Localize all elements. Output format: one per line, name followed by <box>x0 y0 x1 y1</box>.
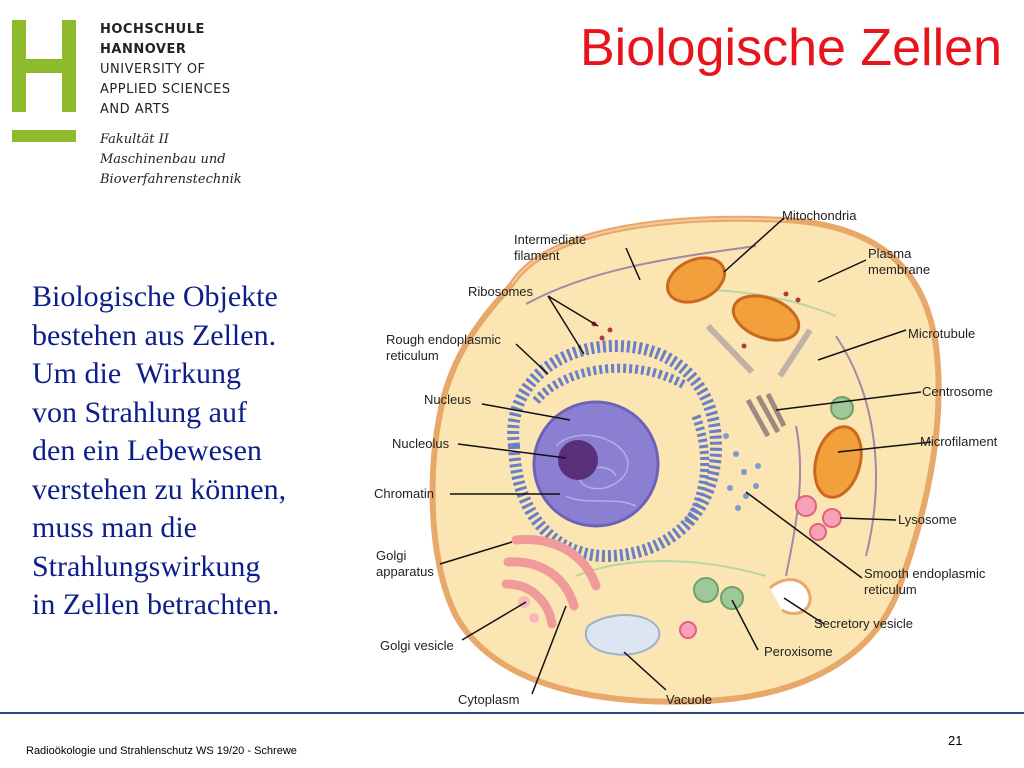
body-line: bestehen aus Zellen. <box>32 318 277 352</box>
label-nucleolus: Nucleolus <box>392 436 450 451</box>
body-line: verstehen zu können, <box>32 472 287 506</box>
label-golgi-apparatus-1: Golgi <box>376 548 407 563</box>
body-line: von Strahlung auf <box>32 395 247 429</box>
label-smooth-er-1: Smooth endoplasmic <box>864 566 986 581</box>
label-mitochondria: Mitochondria <box>782 208 857 223</box>
page-number: 21 <box>948 733 963 748</box>
label-intermediate-filament-2: filament <box>514 248 560 263</box>
faculty-line: Fakultät II <box>100 132 169 147</box>
university-line: UNIVERSITY OF <box>100 62 206 77</box>
label-golgi-apparatus-2: apparatus <box>376 564 434 579</box>
body-line: Um die Wirkung <box>32 357 242 390</box>
label-nucleus: Nucleus <box>424 392 471 407</box>
university-logo <box>12 20 76 144</box>
body-line: den ein Lebewesen <box>32 434 262 467</box>
slide-title: Biologische Zellen <box>579 19 1002 77</box>
label-plasma-membrane-2: membrane <box>868 262 931 277</box>
footer-text: Radioökologie und Strahlenschutz WS 19/20 - Schrewe <box>26 745 297 757</box>
label-ribosomes: Ribosomes <box>468 284 534 299</box>
nucleolus <box>558 440 598 480</box>
label-golgi-vesicle: Golgi vesicle <box>380 638 454 653</box>
label-microtubule: Microtubule <box>908 326 976 341</box>
university-line: HANNOVER <box>100 42 187 57</box>
body-line: muss man die <box>32 511 197 544</box>
label-smooth-er-2: reticulum <box>864 582 917 597</box>
label-peroxisome: Peroxisome <box>764 644 833 659</box>
faculty-name <box>100 130 242 190</box>
university-line: AND ARTS <box>100 102 170 117</box>
label-plasma-membrane-1: Plasma <box>868 246 912 261</box>
footer-divider <box>0 712 1024 714</box>
label-rough-er-2: reticulum <box>386 348 439 363</box>
faculty-line: Maschinenbau und <box>100 152 226 167</box>
faculty-line: Bioverfahrenstechnik <box>100 172 242 187</box>
university-line: APPLIED SCIENCES <box>100 82 231 97</box>
label-vacuole: Vacuole <box>666 692 713 707</box>
body-line: in Zellen betrachten. <box>32 588 280 621</box>
label-centrosome: Centrosome <box>922 384 993 399</box>
body-line: Biologische Objekte <box>32 280 278 313</box>
label-cytoplasm: Cytoplasm <box>458 692 520 707</box>
label-rough-er-1: Rough endoplasmic <box>386 332 501 347</box>
university-name <box>100 20 231 120</box>
label-lysosome: Lysosome <box>898 512 957 527</box>
label-intermediate-filament-1: Intermediate <box>514 232 587 247</box>
university-line: HOCHSCHULE <box>100 22 205 37</box>
label-secretory-vesicle: Secretory vesicle <box>814 616 913 631</box>
body-line: Strahlungswirkung <box>32 549 261 583</box>
label-chromatin: Chromatin <box>374 486 434 501</box>
vacuole <box>586 615 659 655</box>
label-microfilament: Microfilament <box>920 434 998 449</box>
cell-diagram <box>366 196 1024 712</box>
body-text <box>32 278 377 625</box>
